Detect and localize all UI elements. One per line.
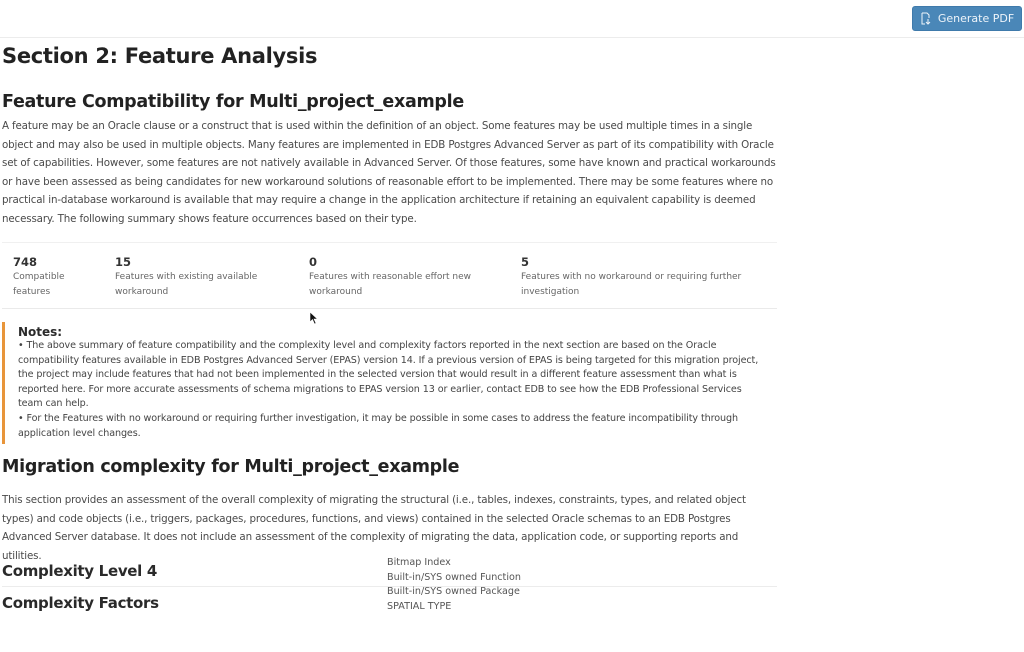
stat-value: 15 [115, 255, 132, 269]
top-toolbar [0, 0, 1024, 38]
notes-title: Notes: [18, 325, 63, 339]
stat-new-workaround [309, 255, 484, 300]
complexity-factors-title: Complexity Factors [2, 594, 159, 612]
stat-value: 5 [521, 255, 530, 269]
notes-item: • For the Features with no workaround or requiring further investigation, it may be possible in some cases to address the feature incompatibility through application level changes. [18, 412, 738, 439]
stat-existing-workaround [115, 255, 285, 300]
notes-callout [2, 322, 777, 444]
generate-pdf-label: Generate PDF [937, 12, 1015, 25]
stat-label: Compatible features [13, 272, 65, 297]
stat-label: Features with existing available workaround [115, 272, 258, 297]
complexity-factors-list [387, 556, 521, 614]
complexity-factor-item: Built-in/SYS owned Function [387, 571, 521, 583]
feature-compatibility-title: Feature Compatibility for Multi_project_example [2, 92, 464, 112]
feature-stats-summary [2, 242, 777, 309]
migration-complexity-description: This section provides an assessment of the overall complexity of migrating the structural (i.e., tables, indexes, constraints, types, and related object types) and code objects (i.e., triggers, packages, procedures, functions, and views) contained in the selected Oracle schemas to an EDB Postgres Advanced Server database. It does not include an assessment of the complexity of migrating the data, application code, or supporting reports and utilities. [2, 494, 746, 562]
migration-complexity-title: Migration complexity for Multi_project_example [2, 457, 460, 477]
stat-value: 0 [309, 255, 318, 269]
stat-label: Features with no workaround or requiring further investigation [521, 272, 742, 297]
mouse-cursor-icon [309, 311, 319, 325]
complexity-factor-item: Bitmap Index [387, 557, 451, 568]
generate-pdf-button[interactable] [912, 6, 1022, 31]
stat-label: Features with reasonable effort new workaround [309, 272, 472, 297]
complexity-level: Complexity Level 4 [2, 562, 158, 580]
complexity-factor-item: SPATIAL TYPE [387, 600, 452, 612]
complexity-factor-item: Built-in/SYS owned Package [387, 586, 520, 597]
feature-compatibility-description: A feature may be an Oracle clause or a construct that is used within the definition of an object. Some features may be used multiple times in a single object and may also be used in multiple objects. Many features are implemented in EDB Postgres Advanced Server as part of its compatibility with Oracle set of capabilities. However, some features are not natively available in Advanced Server. Of those features, some have known and practical workarounds or have been assessed as being candidates for new workaround solutions of reasonable effort to be implemented. There may be some features where no practical in-database workaround is available that may require a change in the application architecture if retaining an equivalent capability is deemed necessary. The following summary shows feature occurrences based on their type. [2, 120, 776, 225]
section-title: Section 2: Feature Analysis [2, 44, 318, 68]
stat-compatible [13, 255, 93, 300]
stat-value: 748 [13, 255, 38, 269]
notes-item: • The above summary of feature compatibility and the complexity level and complexity factors reported in the next section are based on the Oracle compatibility features available in EDB Postgres Advanced Server (EPAS) version 14. If a previous version of EPAS is being targeted for this migration project, the project may include features that had not been implemented in the selected version that would result in a different feature assessment than what is reported here. For more accurate assessments of schema migrations to EPAS version 13 or earlier, contact EDB to see how the EDB Professional Services team can help. [18, 340, 759, 410]
file-download-icon [920, 12, 932, 25]
stat-no-workaround [521, 255, 751, 300]
